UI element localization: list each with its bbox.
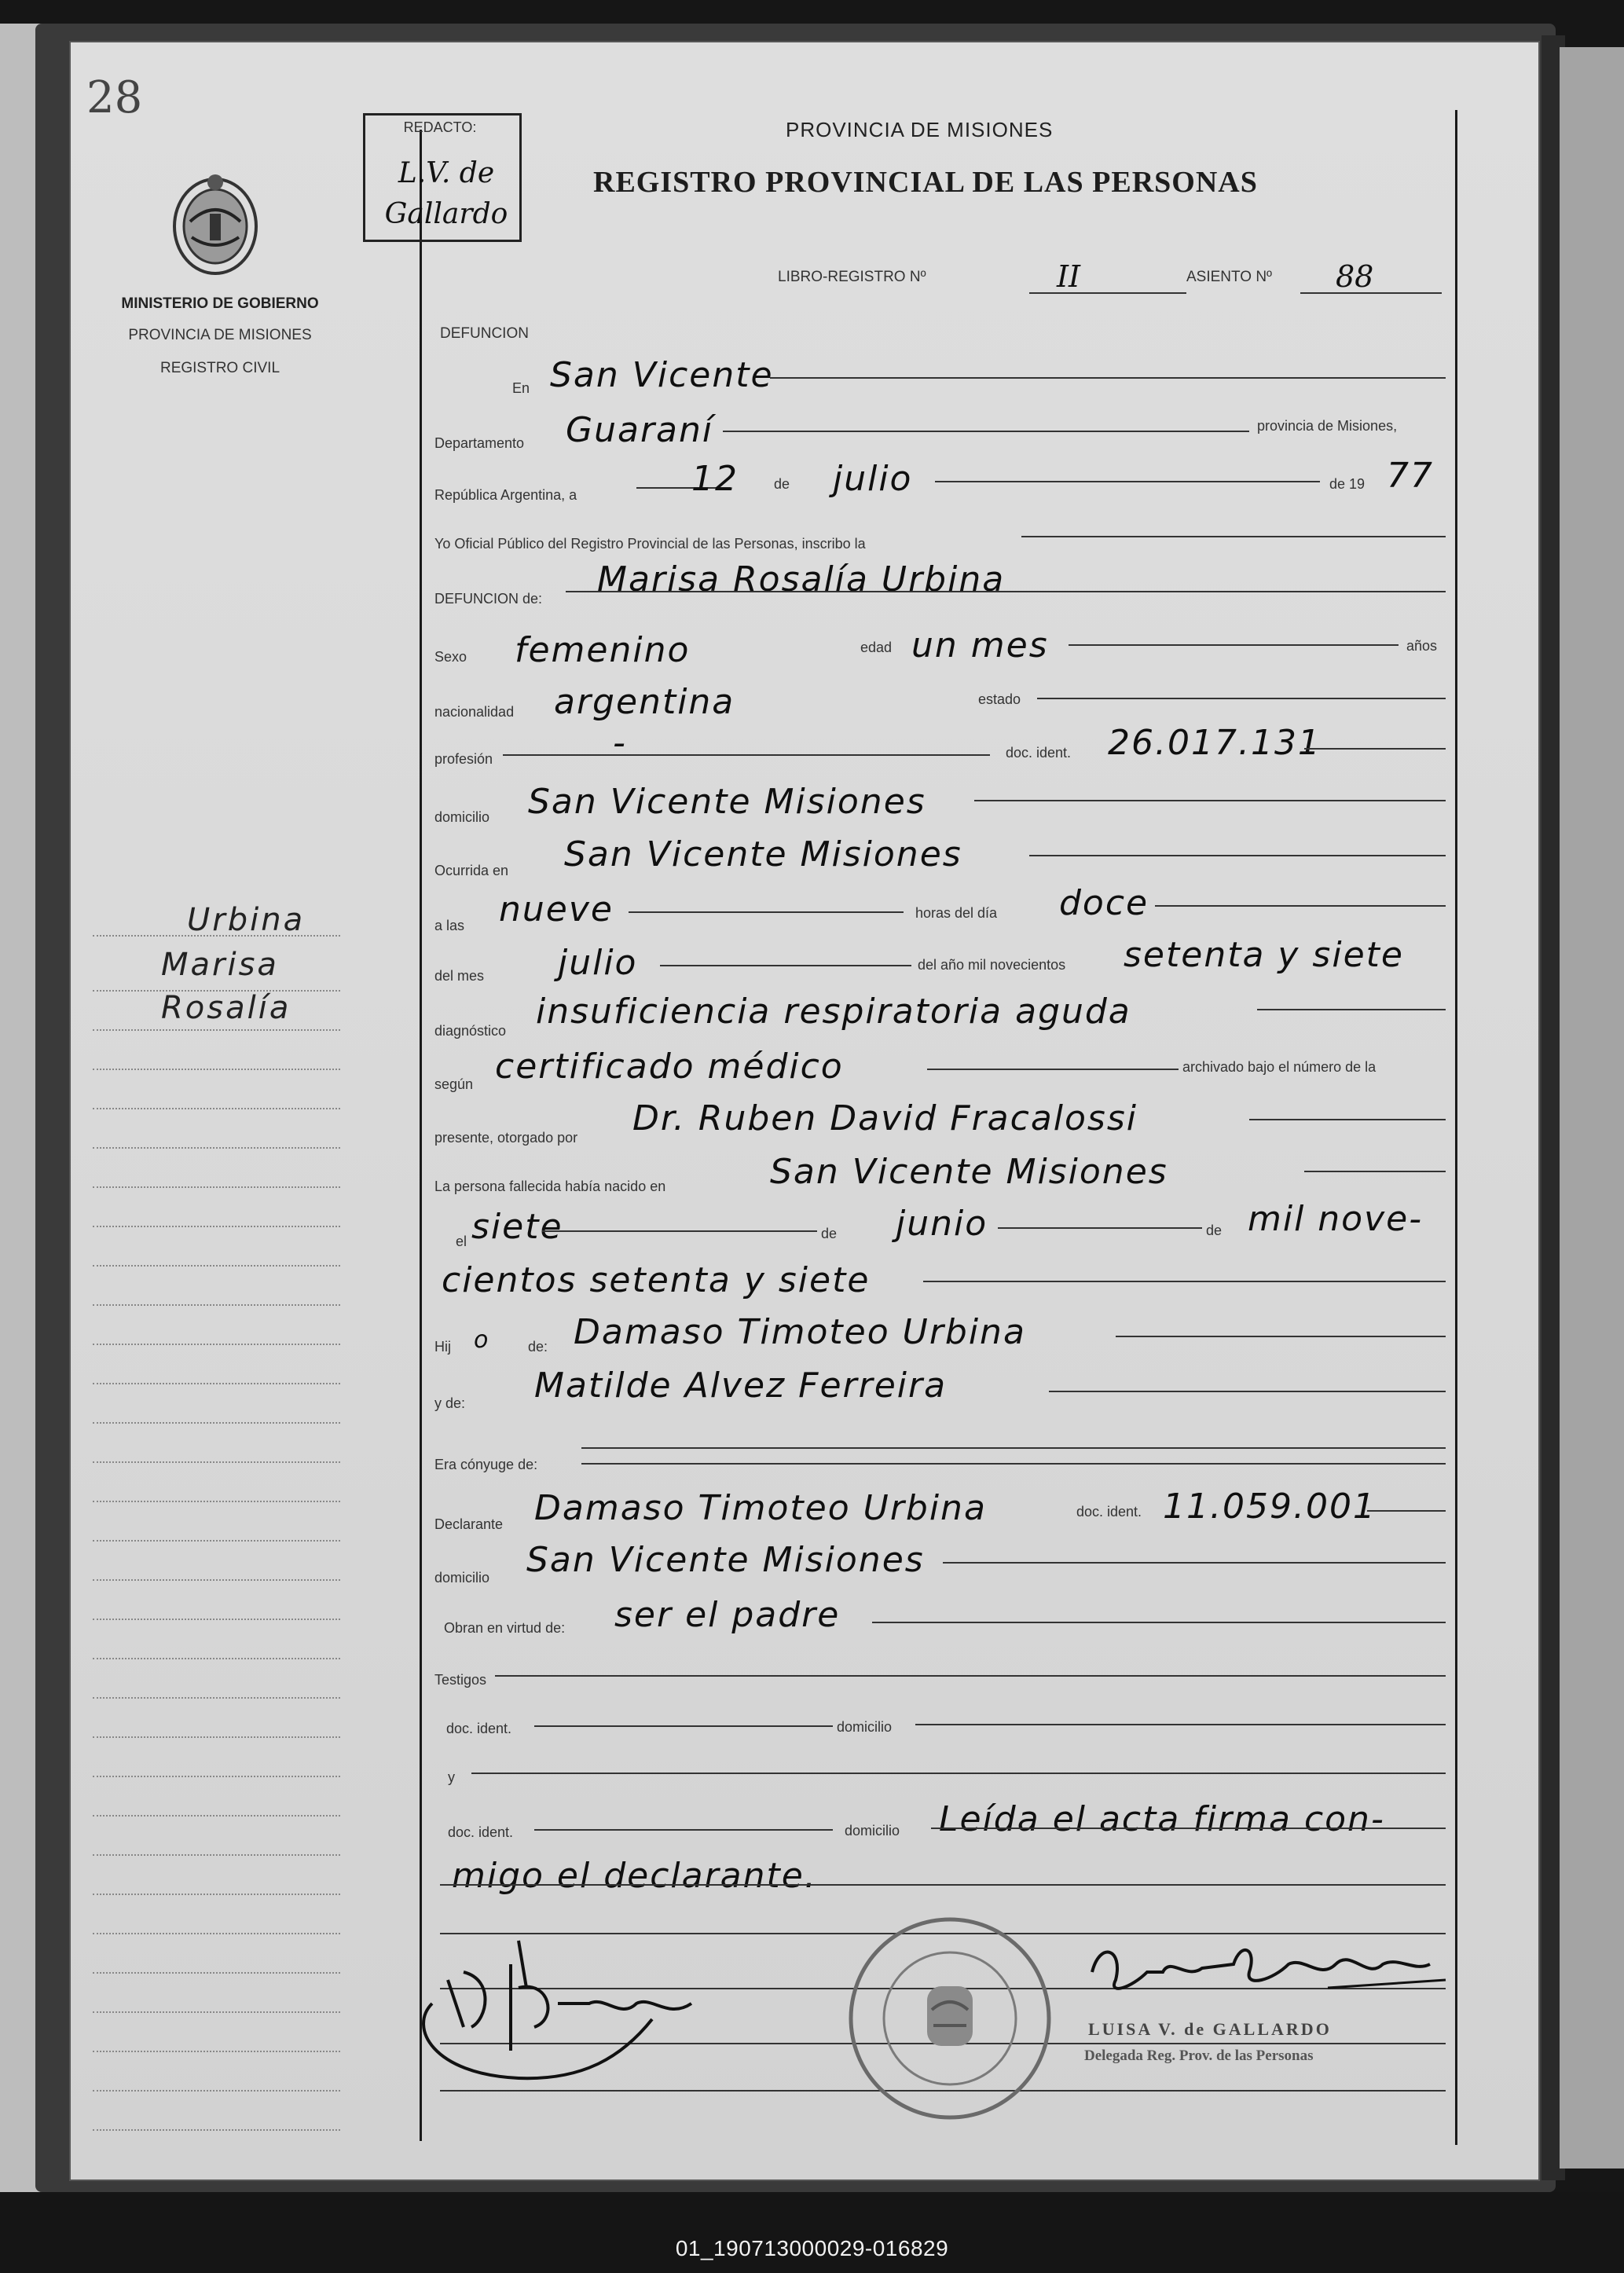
- anomil-value: setenta y siete: [1124, 935, 1404, 975]
- dia-line: [1155, 905, 1446, 907]
- profesion-value: -: [613, 723, 627, 763]
- anos-label: años: [1406, 638, 1438, 654]
- margin-rule-line: [93, 1776, 340, 1777]
- nacido-label: La persona fallecida había nacido en: [434, 1179, 666, 1194]
- day-value: 12: [691, 459, 739, 499]
- decl-dom-label: domicilio: [434, 1570, 490, 1586]
- anomil-label: del año mil novecientos: [918, 957, 1066, 973]
- hijo-label: Hij: [434, 1339, 451, 1355]
- nacionalidad-value: argentina: [554, 682, 735, 722]
- margin-note-name1: Marisa: [161, 947, 279, 983]
- defuncion-line: [566, 591, 1446, 592]
- birth-month: junio: [896, 1204, 988, 1244]
- padre-value: Damaso Timoteo Urbina: [574, 1312, 1026, 1352]
- adjacent-page-right: [1560, 47, 1624, 2169]
- closing-1: Leída el acta firma con-: [939, 1799, 1385, 1839]
- margin-rule-line: [93, 2011, 340, 2013]
- defuncion-value: Marisa Rosalía Urbina: [597, 559, 1006, 599]
- margin-rule: [420, 130, 422, 2141]
- margin-rule-line: [93, 1069, 340, 1070]
- margin-rule-line: [93, 1226, 340, 1227]
- segun-value: certificado médico: [495, 1047, 844, 1087]
- margin-rule-line: [93, 1894, 340, 1895]
- coat-of-arms-icon: [167, 167, 264, 278]
- section-label: DEFUNCION: [440, 325, 529, 342]
- dia-value: doce: [1059, 883, 1149, 923]
- margin-rule-line: [93, 1658, 340, 1659]
- domicilio-line: [974, 800, 1446, 801]
- departamento-value: Guaraní: [566, 410, 714, 450]
- margin-rule-line: [93, 1579, 340, 1581]
- decl-dom-line: [943, 1562, 1446, 1564]
- registry-civil-label: REGISTRO CIVIL: [159, 360, 280, 376]
- margin-rule-line: [93, 1422, 340, 1424]
- year-label: de 19: [1329, 476, 1366, 492]
- hijo-de: de:: [528, 1339, 548, 1355]
- conyuge-line-2: [581, 1463, 1446, 1465]
- margin-rule-line: [93, 1736, 340, 1738]
- margin-rule-line: [93, 1265, 340, 1267]
- madre-line: [1049, 1391, 1446, 1392]
- presente-value: Dr. Ruben David Fracalossi: [632, 1098, 1138, 1138]
- alas-line: [629, 911, 904, 913]
- doc-ident-value: 26.017.131: [1108, 723, 1322, 763]
- horas-label: horas del día: [915, 905, 998, 921]
- el-line: [542, 1230, 817, 1232]
- hijo-o: o: [474, 1326, 490, 1354]
- mes-line: [660, 965, 911, 966]
- closing-2: migo el declarante.: [452, 1856, 817, 1896]
- redacto-line-2: Gallardo: [384, 198, 508, 230]
- margin-rule-line: [93, 1344, 340, 1345]
- redacto-line-1: L.V. de: [398, 157, 495, 189]
- nacido-line: [1304, 1171, 1446, 1172]
- registry-stamp-icon: [847, 1916, 1053, 2121]
- libro-value: II: [1057, 259, 1081, 294]
- registry-title: REGISTRO PROVINCIAL DE LAS PERSONAS: [593, 166, 1258, 199]
- de1-label: de: [774, 476, 790, 492]
- segun-line: [927, 1069, 1179, 1070]
- y-line: [471, 1773, 1446, 1774]
- province-left-label: PROVINCIA DE MISIONES: [128, 327, 312, 343]
- image-id-label: 01_190713000029-016829: [675, 2236, 949, 2260]
- obran-label: Obran en virtud de:: [444, 1620, 566, 1636]
- birth-year-2: cientos setenta y siete: [442, 1260, 871, 1300]
- testigos-label: Testigos: [434, 1672, 487, 1688]
- redacto-handwriting: [376, 153, 517, 235]
- conyuge-label: Era cónyuge de:: [434, 1457, 538, 1472]
- obran-line: [872, 1622, 1446, 1623]
- segun-label: según: [434, 1076, 474, 1092]
- margin-rule-line: [93, 1697, 340, 1699]
- decl-doc-value: 11.059.001: [1163, 1487, 1377, 1527]
- diagnostico-line: [1257, 1009, 1446, 1010]
- y-label: y: [448, 1769, 455, 1785]
- margin-rule-line: [93, 1461, 340, 1463]
- yde-label: y de:: [434, 1395, 466, 1411]
- margin-note-name2: Rosalía: [161, 990, 291, 1026]
- ocurrida-line: [1029, 855, 1446, 856]
- official-name: LUISA V. de GALLARDO: [1088, 2019, 1332, 2039]
- libro-line: [1029, 292, 1186, 294]
- delmes-label: del mes: [434, 968, 485, 984]
- margin-rule-line: [93, 1540, 340, 1542]
- closing-line-1: [931, 1828, 1446, 1829]
- provincia-suffix: provincia de Misiones,: [1257, 418, 1398, 434]
- alas-value: nueve: [499, 889, 614, 929]
- alas-label: a las: [434, 918, 465, 933]
- official-signature: [1076, 1925, 1454, 2011]
- asiento-value: 88: [1336, 259, 1374, 294]
- edad-line: [1069, 644, 1399, 646]
- doc2-label: doc. ident.: [448, 1824, 514, 1840]
- asiento-label: ASIENTO Nº: [1186, 269, 1272, 285]
- mes-value: julio: [558, 943, 638, 983]
- closing-line-2: [440, 1884, 1446, 1886]
- margin-rule-line: [93, 1147, 340, 1149]
- en-line: [770, 377, 1446, 379]
- testigo-dom-label: domicilio: [837, 1719, 893, 1735]
- declarante-label: Declarante: [434, 1516, 504, 1532]
- testigo-doc-label: doc. ident.: [446, 1721, 512, 1736]
- nacido-value: San Vicente Misiones: [770, 1152, 1168, 1192]
- estado-label: estado: [978, 691, 1021, 707]
- ocurrida-value: San Vicente Misiones: [564, 834, 962, 874]
- birth-month-line: [998, 1227, 1202, 1229]
- birth-year-line: [923, 1281, 1446, 1282]
- margin-rule-line: [93, 1854, 340, 1856]
- decl-dom-value: San Vicente Misiones: [526, 1540, 925, 1580]
- margin-rule-line: [93, 1108, 340, 1109]
- doc-ident-label: doc. ident.: [1006, 745, 1072, 761]
- declarante-value: Damaso Timoteo Urbina: [534, 1488, 987, 1528]
- presente-line: [1249, 1119, 1446, 1120]
- month-value: julio: [833, 459, 913, 499]
- testigo-doc-line: [534, 1725, 833, 1727]
- testigos-line: [495, 1675, 1446, 1677]
- year-value: 77: [1387, 456, 1434, 496]
- el-label: el: [456, 1234, 467, 1249]
- ocurrida-label: Ocurrida en: [434, 863, 509, 878]
- obran-value: ser el padre: [614, 1595, 841, 1635]
- estado-line: [1037, 698, 1446, 699]
- margin-rule-line: [93, 2051, 340, 2052]
- margin-rule-line: [93, 1304, 340, 1306]
- margin-rule-line: [93, 1933, 340, 1934]
- domicilio-value: San Vicente Misiones: [528, 782, 926, 822]
- edad-label: edad: [860, 640, 893, 655]
- departamento-line: [723, 431, 1249, 432]
- margin-rule-line: [93, 1383, 340, 1384]
- province-title: PROVINCIA DE MISIONES: [786, 118, 1054, 141]
- month-line: [935, 481, 1320, 482]
- de3-label: de: [1206, 1223, 1223, 1238]
- diagnostico-label: diagnóstico: [434, 1023, 507, 1039]
- margin-rule-line: [93, 1972, 340, 1974]
- departamento-label: Departamento: [434, 435, 525, 451]
- ministry-label: MINISTERIO DE GOBIERNO: [121, 295, 319, 312]
- margin-rule-line: [93, 1619, 340, 1620]
- right-rule: [1455, 110, 1457, 2145]
- doc2-line: [534, 1829, 833, 1831]
- sexo-label: Sexo: [434, 649, 467, 665]
- presente-label: presente, otorgado por: [434, 1130, 578, 1146]
- margin-rule-line: [93, 1186, 340, 1188]
- margin-rule-line: [93, 1815, 340, 1817]
- el-value: siete: [471, 1207, 563, 1247]
- margin-rule-line: [93, 2090, 340, 2092]
- libro-label: LIBRO-REGISTRO Nº: [778, 269, 926, 285]
- page-number: 28: [86, 72, 143, 123]
- edad-value: un mes: [911, 625, 1049, 665]
- republica-label: República Argentina, a: [434, 487, 577, 503]
- oficial-text: Yo Oficial Público del Registro Provincial de las Personas, inscribo la: [434, 536, 866, 552]
- birth-year-1: mil nove-: [1248, 1199, 1424, 1239]
- oficial-line: [1021, 536, 1446, 537]
- domicilio-label: domicilio: [434, 809, 490, 825]
- decl-doc-label: doc. ident.: [1076, 1504, 1142, 1520]
- conyuge-line: [581, 1447, 1446, 1449]
- decl-doc-line: [1367, 1510, 1446, 1512]
- diagnostico-value: insuficiencia respiratoria aguda: [536, 992, 1131, 1032]
- official-title: Delegada Reg. Prov. de las Personas: [1084, 2048, 1314, 2064]
- en-value: San Vicente: [550, 355, 774, 395]
- de2-label: de: [821, 1226, 838, 1241]
- archivado-label: archivado bajo el número de la: [1182, 1059, 1377, 1075]
- profesion-line: [503, 754, 990, 756]
- en-label: En: [512, 380, 530, 396]
- margin-rule-line: [93, 2129, 340, 2131]
- madre-value: Matilde Alvez Ferreira: [534, 1366, 948, 1406]
- profesion-label: profesión: [434, 751, 493, 767]
- sexo-value: femenino: [515, 630, 691, 670]
- dom2-label: domicilio: [845, 1823, 900, 1839]
- margin-rule-line: [93, 1029, 340, 1031]
- declarant-signature: [401, 1909, 715, 2082]
- margin-rule-line: [93, 1501, 340, 1502]
- nacionalidad-label: nacionalidad: [434, 704, 515, 720]
- padre-line: [1116, 1336, 1446, 1337]
- redacto-label: REDACTO:: [403, 119, 477, 135]
- doc-ident-line: [1304, 748, 1446, 750]
- defuncion-label: DEFUNCION de:: [434, 591, 543, 607]
- margin-note-surname: Urbina: [187, 902, 306, 938]
- testigo-dom-line: [915, 1724, 1446, 1725]
